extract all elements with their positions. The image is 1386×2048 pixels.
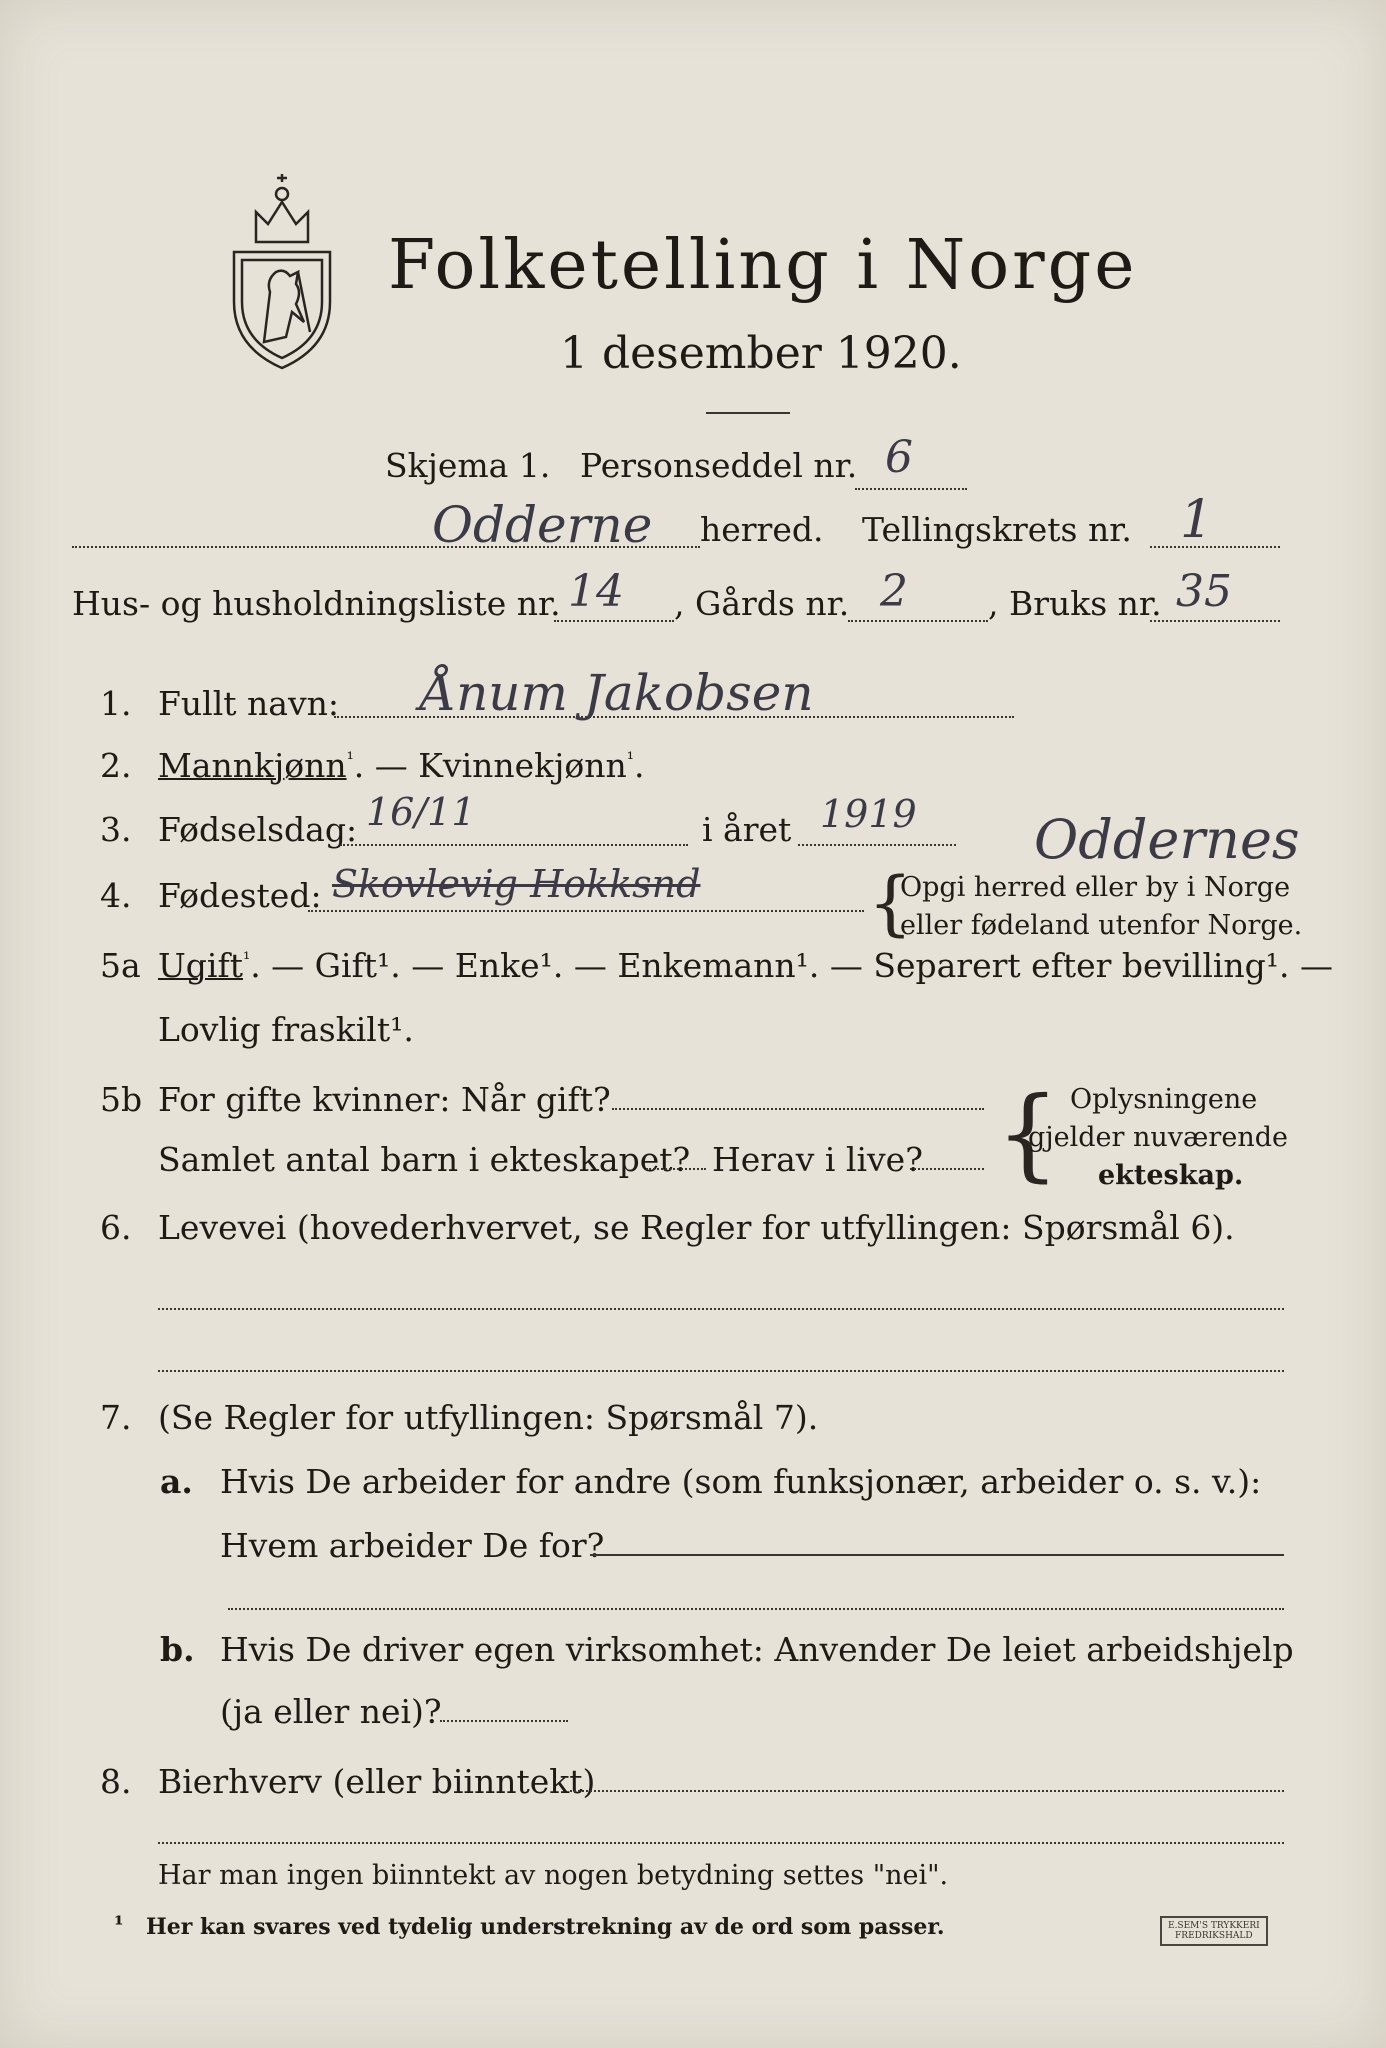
printer-stamp xyxy=(1160,1916,1268,1946)
q4-number: 4. xyxy=(100,876,132,915)
q6-field-line-2 xyxy=(158,1370,1284,1372)
gards-value[interactable]: 2 xyxy=(880,566,908,617)
q4-birthplace-correction[interactable]: Oddernes xyxy=(1034,808,1300,871)
q5b-line2b: Herav i live? xyxy=(712,1140,923,1179)
personseddel-label: Personseddel nr. xyxy=(580,446,858,485)
q5b-note2: gjelder nuværende xyxy=(1028,1122,1288,1153)
form-date: 1 desember 1920. xyxy=(560,328,962,379)
q7-number: 7. xyxy=(100,1398,132,1437)
gards-field-line xyxy=(848,620,988,622)
q4-note-brace: { xyxy=(868,862,913,944)
q7a-line1: Hvis De arbeider for andre (som funksjonær, arbeider o. s. v.): xyxy=(220,1462,1262,1501)
hus-label: Hus- og husholdningsliste nr. xyxy=(72,584,561,623)
q5b-alive-field-line xyxy=(910,1168,984,1170)
q5b-children-field-line xyxy=(646,1168,706,1170)
q6-number: 6. xyxy=(100,1208,132,1247)
q3-day-field-line xyxy=(340,844,688,846)
q8-label: Bierhverv (eller biinntekt) xyxy=(158,1762,596,1801)
q5b-married-field-line xyxy=(612,1108,984,1110)
tellingskrets-field-line xyxy=(1150,546,1280,548)
q8-field-line-2 xyxy=(158,1842,1284,1844)
q7b-line2: (ja eller nei)? xyxy=(220,1692,442,1731)
title-divider xyxy=(706,412,790,414)
q2-male-option[interactable]: Mannkjønn xyxy=(158,746,347,785)
q5a-options-line2[interactable]: Lovlig fraskilt¹. xyxy=(158,1010,414,1049)
q5b-number: 5b xyxy=(100,1080,143,1119)
q3-day-value[interactable]: 16/11 xyxy=(366,790,476,834)
q7b-letter: b. xyxy=(160,1630,195,1669)
norwegian-coat-of-arms-icon xyxy=(226,172,338,372)
q2-end: . xyxy=(634,746,645,785)
tellingskrets-value[interactable]: 1 xyxy=(1180,490,1214,550)
q4-field-line xyxy=(308,910,864,912)
q5b-line2a: Samlet antal barn i ekteskapet? xyxy=(158,1140,691,1179)
q3-label: Fødselsdag: xyxy=(158,810,358,849)
superscript-mark: ¹ xyxy=(626,749,634,770)
gards-label: , Gårds nr. xyxy=(674,584,850,623)
q7-label: (Se Regler for utfyllingen: Spørsmål 7). xyxy=(158,1398,819,1437)
q1-fullname-value[interactable]: Ånum Jakobsen xyxy=(420,664,814,722)
footnote-mark: ¹ xyxy=(114,1912,124,1938)
q6-field-line-1 xyxy=(158,1308,1284,1310)
q7b-line1: Hvis De driver egen virksomhet: Anvender De leiet arbeidshjelp xyxy=(220,1630,1294,1669)
hus-value[interactable]: 14 xyxy=(568,566,624,617)
personseddel-value[interactable]: 6 xyxy=(885,432,913,483)
q2-options xyxy=(158,746,645,785)
q3-year-label: i året xyxy=(702,810,792,849)
form-title: Folketelling i Norge xyxy=(388,226,1138,305)
q4-label: Fødested: xyxy=(158,876,322,915)
q5b-line1: For gifte kvinner: Når gift? xyxy=(158,1080,611,1119)
q5a-options-line1 xyxy=(158,946,1333,985)
q8-number: 8. xyxy=(100,1762,132,1801)
herred-value[interactable]: Odderne xyxy=(432,496,653,554)
q8-field-line xyxy=(570,1790,1284,1792)
herred-label: herred. xyxy=(700,510,824,549)
q6-label: Levevei (hovederhvervet, se Regler for utfyllingen: Spørsmål 6). xyxy=(158,1208,1235,1247)
printer-stamp-line1: E.SEM'S TRYKKERI xyxy=(1168,1921,1260,1931)
q3-year-field-line xyxy=(798,844,956,846)
q5b-note-brace: { xyxy=(996,1075,1060,1192)
q7a-field-line-2 xyxy=(228,1608,1284,1610)
q3-number: 3. xyxy=(100,810,132,849)
q5a-number: 5a xyxy=(100,946,141,985)
skjema-label: Skjema 1. xyxy=(385,446,551,485)
q1-label: Fullt navn: xyxy=(158,684,339,723)
superscript-mark: ¹ xyxy=(346,749,354,770)
q5b-note3: ekteskap. xyxy=(1098,1160,1244,1191)
q5a-other-options[interactable]: . — Gift¹. — Enke¹. — Enkemann¹. — Separert efter bevilling¹. — xyxy=(250,946,1334,985)
q7b-field-line xyxy=(440,1720,568,1722)
biinntekt-note: Har man ingen biinntekt av nogen betydning settes "nei". xyxy=(158,1860,949,1891)
bruks-field-line xyxy=(1150,620,1280,622)
hus-field-line xyxy=(554,620,674,622)
tellingskrets-label: Tellingskrets nr. xyxy=(862,510,1132,549)
q4-note-line1: Opgi herred eller by i Norge xyxy=(900,872,1291,903)
q1-number: 1. xyxy=(100,684,132,723)
q2-number: 2. xyxy=(100,746,132,785)
bruks-value[interactable]: 35 xyxy=(1176,566,1232,617)
q2-separator: . — xyxy=(353,746,419,785)
q7a-line2: Hvem arbeider De for? xyxy=(220,1526,605,1565)
q7a-field-line xyxy=(590,1554,1284,1556)
bruks-label: , Bruks nr. xyxy=(988,584,1162,623)
q5b-note1: Oplysningene xyxy=(1070,1084,1258,1115)
q7a-letter: a. xyxy=(160,1462,193,1501)
q4-birthplace-struck-value[interactable]: Skovlevig Hokksnd xyxy=(332,862,701,906)
q5a-ugift-option[interactable]: Ugift xyxy=(158,946,243,985)
personseddel-field-line xyxy=(855,488,967,490)
q2-female-option[interactable]: Kvinnekjønn xyxy=(418,746,627,785)
printer-stamp-line2: FREDRIKSHALD xyxy=(1175,1931,1253,1941)
superscript-mark: ¹ xyxy=(242,949,251,970)
footnote-text: Her kan svares ved tydelig understrekning av de ord som passer. xyxy=(146,1914,945,1940)
q3-year-value[interactable]: 1919 xyxy=(820,792,917,836)
q4-note-line2: eller fødeland utenfor Norge. xyxy=(900,910,1303,941)
